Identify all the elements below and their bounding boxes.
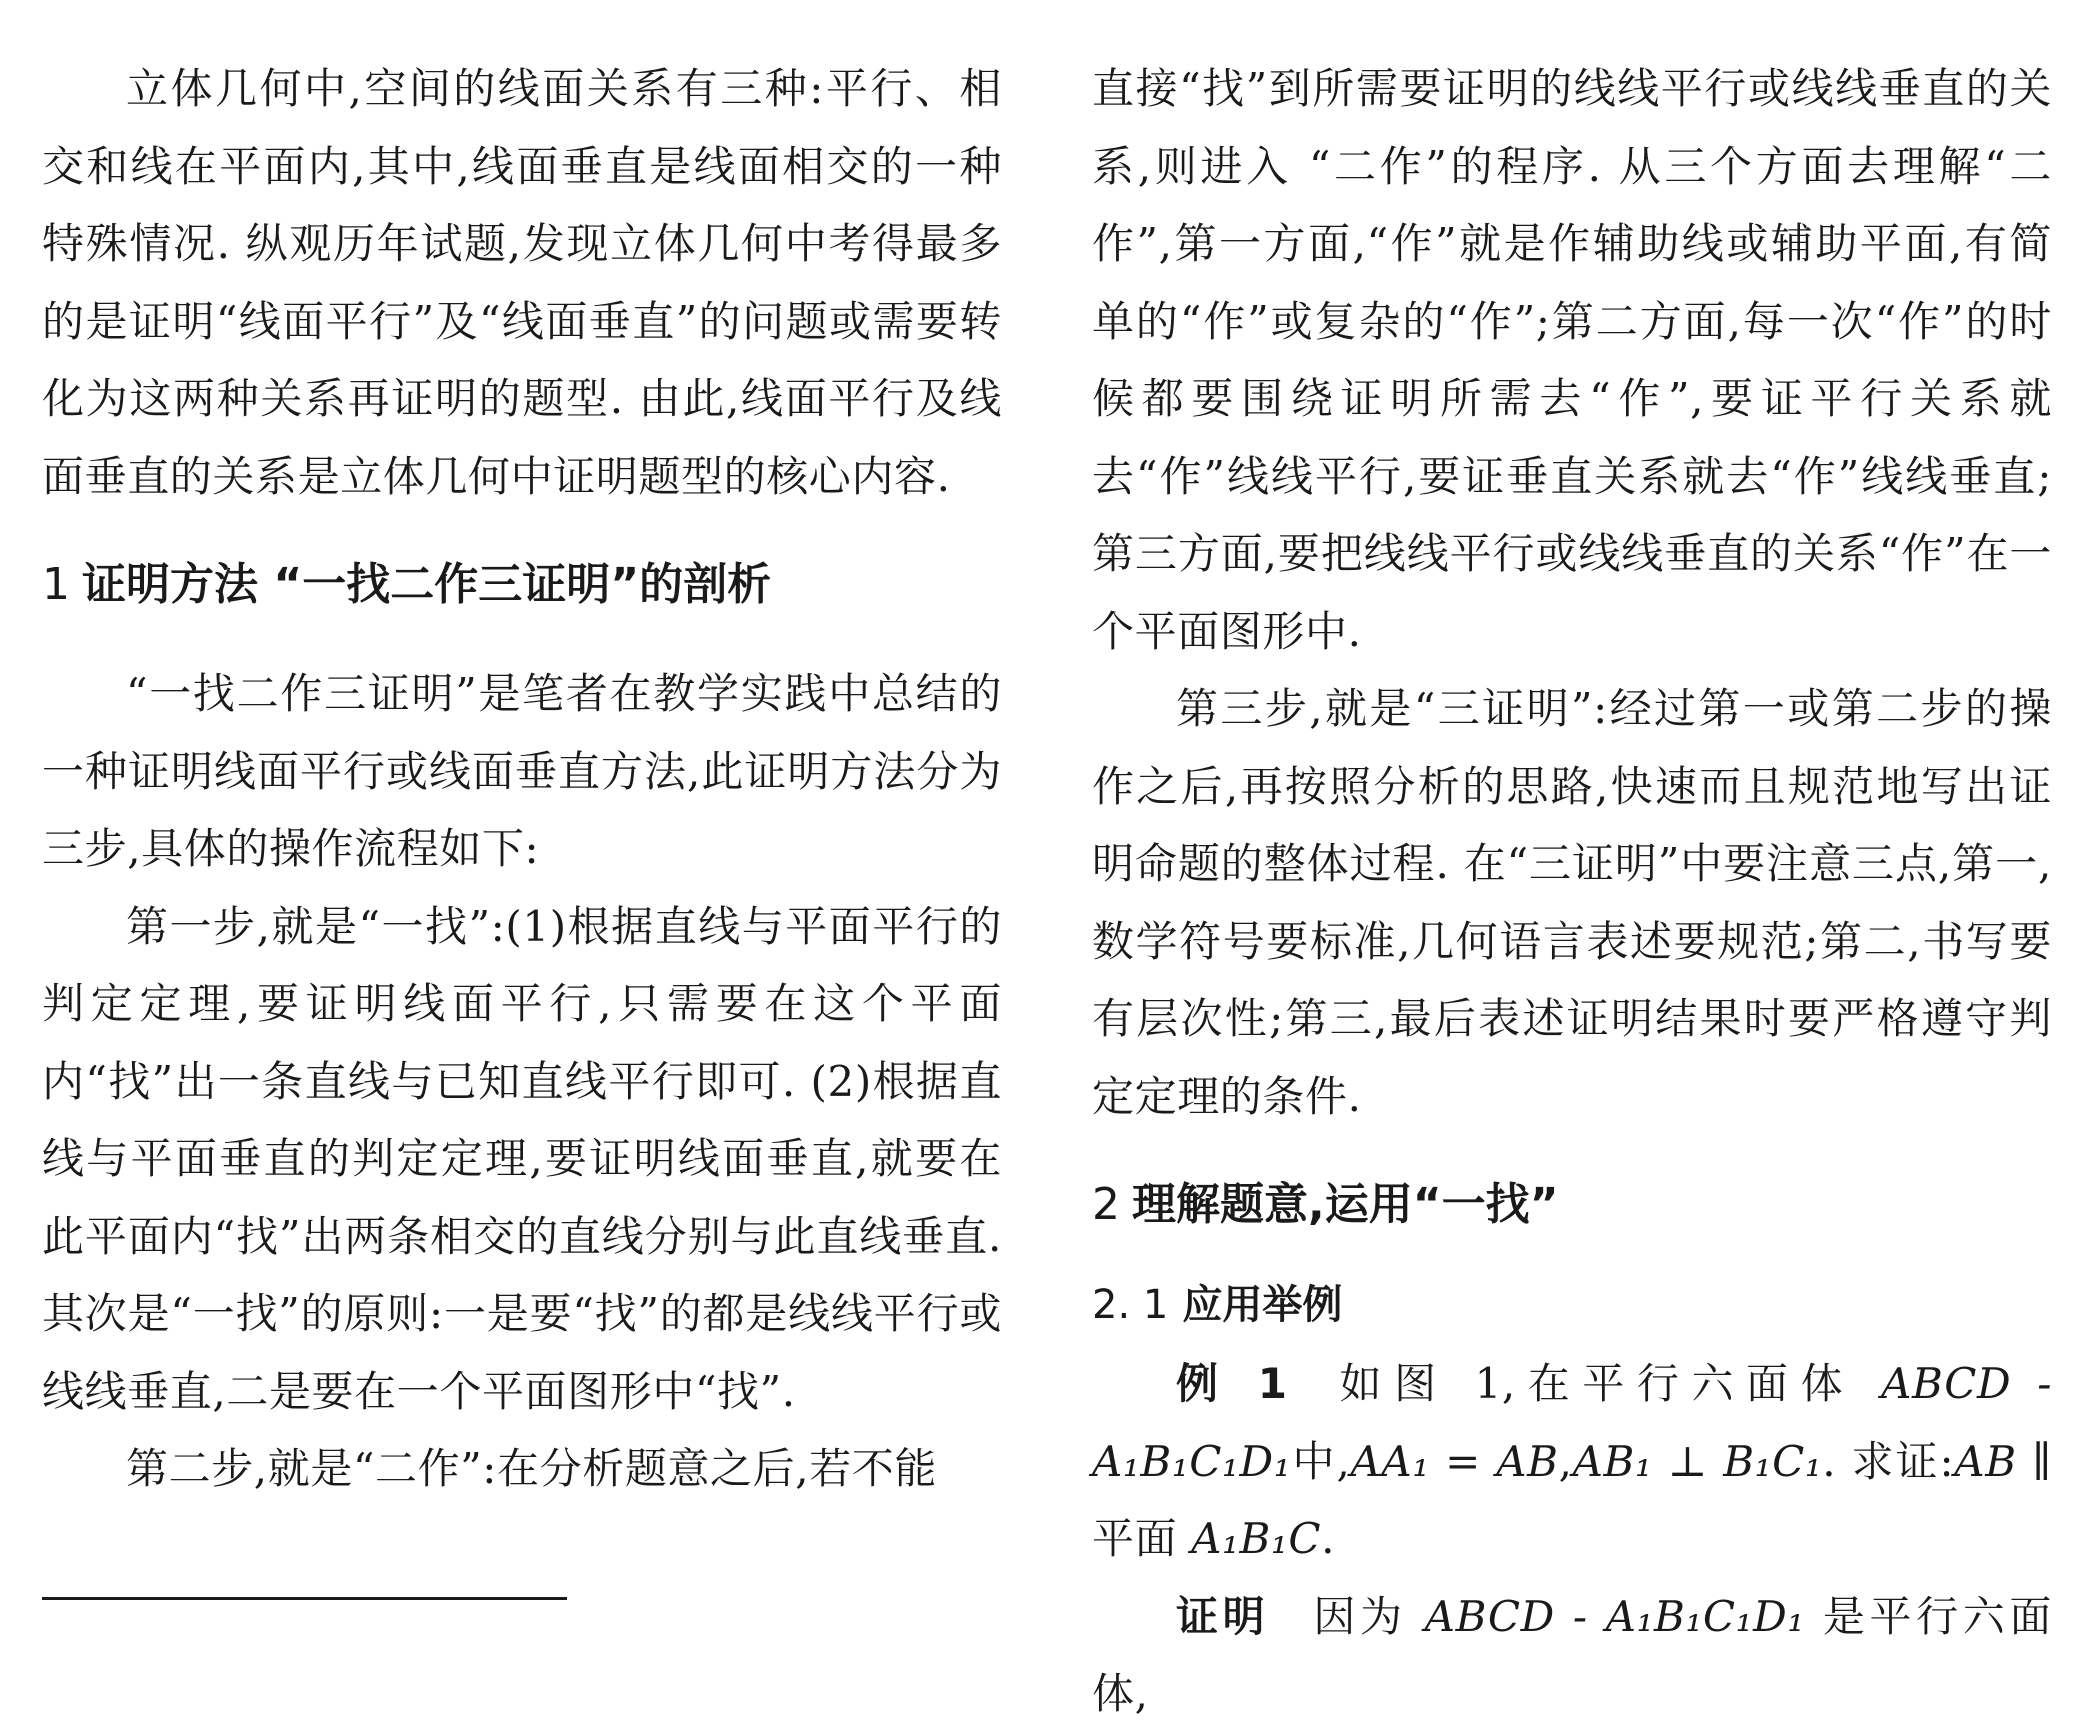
left-column xyxy=(42,50,1002,1508)
subsection-2-1-number: 2. 1 xyxy=(1092,1282,1169,1328)
example-1-text: 平面 xyxy=(1092,1514,1192,1563)
method-paragraph: “一找二作三证明”是笔者在教学实践中总结的一种证明线面平行或线面垂直方法,此证明方法分为三步,具体的操作流程如下: xyxy=(42,669,1002,873)
example-1-text: . 求证: xyxy=(1822,1436,1955,1486)
step3-paragraph: 第三步,就是“三证明”:经过第一或第二步的操作之后,再按照分析的思路,快速而且规范地写出证明命题的整体过程. 在“三证明”中要注意三点,第一,数学符号要标准,几何语言表述要规范;第二,书写要有层次性;第三,最后表述证明结果时要严格遵守判定定理的条件. xyxy=(1092,684,2052,1121)
section-2-number: 2 xyxy=(1092,1179,1120,1230)
example-1-text: 如图 1,在平行六面体 xyxy=(1327,1359,1882,1408)
proof-text: 因为 xyxy=(1309,1591,1425,1641)
section-2-heading xyxy=(1092,1175,2052,1235)
claim-plane: A₁B₁C xyxy=(1191,1514,1322,1563)
condition-2: AB₁ ⊥ B₁C₁ xyxy=(1572,1436,1823,1486)
step2-paragraph-continued: 直接“找”到所需要证明的线线平行或线线垂直的关系,则进入 “二作”的程序. 从三个方面去理解“二作”,第一方面,“作”就是作辅助线或辅助平面,有简单的“作”或复杂的“作”;第二方面,每一次“作”的时候都要围绕证明所需去“作”,要证平行关系就去“作”线线平行,要证垂直关系就去“作”线线垂直;第三方面,要把线线平行或线线垂直的关系“作”在一个平面图形中. xyxy=(1092,64,2052,656)
condition-1: AA₁ = AB xyxy=(1350,1436,1559,1486)
example-1-paragraph xyxy=(1092,1345,2052,1578)
claim-line: AB xyxy=(1954,1436,2017,1486)
section-1-number: 1 xyxy=(42,559,70,610)
example-1-text: . xyxy=(1321,1514,1336,1563)
example-1-label: 例 1 xyxy=(1176,1359,1288,1408)
example-1-text: , xyxy=(1558,1436,1573,1486)
right-column xyxy=(1092,50,2052,1733)
intro-paragraph: 立体几何中,空间的线面关系有三种:平行、相交和线在平面内,其中,线面垂直是线面相交的一种特殊情况. 纵观历年试题,发现立体几何中考得最多的是证明“线面平行”及“线面垂直”的问题或需要转化为这两种关系再证明的题型. 由此,线面平行及线面垂直的关系是立体几何中证明题型的核心内容. xyxy=(42,64,1002,501)
proof-text: 是平行六面体, xyxy=(1092,1591,2053,1718)
subsection-2-1-title: 应用举例 xyxy=(1182,1282,1343,1328)
step2-paragraph-start: 第二步,就是“二作”:在分析题意之后,若不能 xyxy=(126,1444,937,1493)
footnote-rule xyxy=(42,1597,567,1600)
subsection-2-1-heading xyxy=(1092,1275,2052,1335)
solid-expression: ABCD - A₁B₁C₁D₁ xyxy=(1092,1359,2052,1486)
parallel-symbol: ∥ xyxy=(2016,1436,2053,1486)
step1-paragraph: 第一步,就是“一找”:(1)根据直线与平面平行的判定定理,要证明线面平行,只需要在这个平面内“找”出一条直线与已知直线平行即可. (2)根据直线与平面垂直的判定定理,要证明线面垂直,就要在此平面内“找”出两条相交的直线分别与此直线垂直. 其次是“一找”的原则:一是要“找”的都是线线平行或线线垂直,二是要在一个平面图形中“找”. xyxy=(42,901,1002,1416)
proof-solid-expression: ABCD - A₁B₁C₁D₁ xyxy=(1424,1591,1805,1641)
section-2-title: 理解题意,运用“一找” xyxy=(1132,1179,1559,1230)
section-1-heading xyxy=(42,555,1002,615)
proof-paragraph xyxy=(1092,1578,2052,1733)
example-1-text: 中, xyxy=(1291,1436,1351,1486)
proof-label: 证明 xyxy=(1176,1591,1270,1641)
section-1-title: 证明方法 “一找二作三证明”的剖析 xyxy=(82,559,772,610)
